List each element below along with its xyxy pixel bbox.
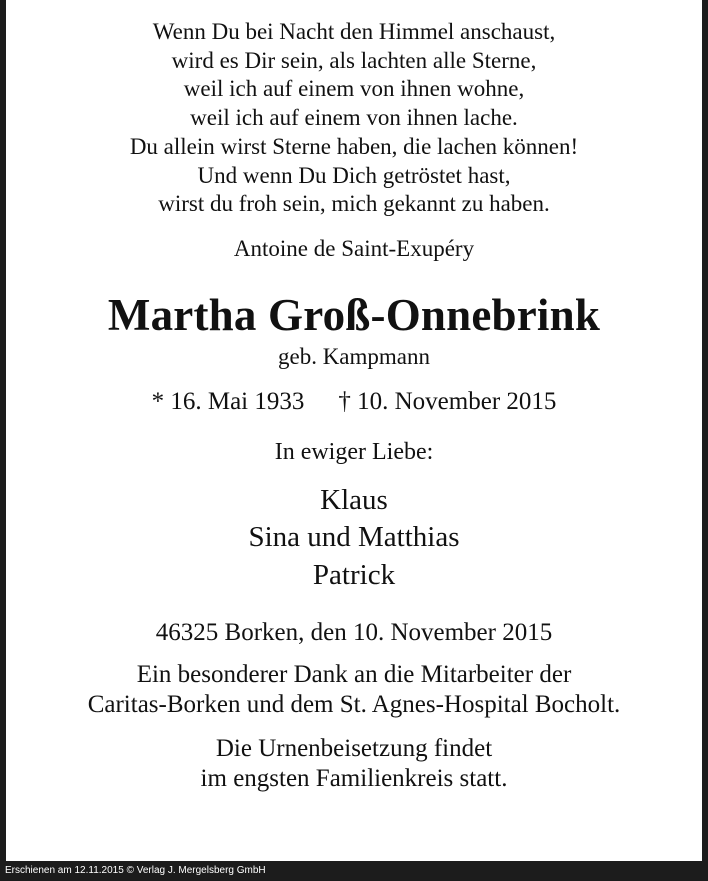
poem-line: Und wenn Du Dich getröstet hast, [197, 162, 511, 188]
funeral-line: im engsten Familienkreis statt. [200, 765, 508, 793]
poem-line: wird es Dir sein, als lachten alle Sterne, [171, 47, 537, 73]
mourners-label: In ewiger Liebe: [274, 438, 434, 465]
poem-line: Du allein wirst Sterne haben, die lachen können! [129, 133, 579, 159]
publication-footer: Erschienen am 12.11.2015 © Verlag J. Mergelsberg GmbH [0, 861, 708, 881]
birth-name: geb. Kampmann [277, 343, 430, 369]
funeral-line: Die Urnenbeisetzung findet [215, 735, 493, 763]
mourner-name: Sina und Matthias [248, 521, 460, 554]
poem-line: Wenn Du bei Nacht den Himmel anschaust, [152, 19, 556, 44]
poem-author: Antoine de Saint-Exupéry [233, 235, 475, 261]
poem [6, 0, 702, 219]
obituary-card [6, 0, 702, 861]
thanks-line: Caritas-Borken und dem St. Agnes-Hospital Bocholt. [87, 691, 621, 719]
deceased-name: Martha Groß-Onnebrink [107, 289, 601, 340]
death-date: † 10. November 2015 [338, 387, 557, 415]
poem-line: weil ich auf einem von ihnen wohne, [183, 76, 525, 102]
thanks-line: Ein besonderer Dank an die Mitarbeiter der [136, 661, 572, 689]
poem-line: wirst du froh sein, mich gekannt zu haben. [158, 191, 550, 217]
thanks-note [6, 660, 702, 720]
mourner-name: Patrick [312, 558, 396, 591]
birth-date: * 16. Mai 1933 [151, 387, 305, 415]
funeral-note [6, 734, 702, 794]
life-dates [6, 387, 702, 417]
place-date: 46325 Borken, den 10. November 2015 [155, 619, 553, 647]
mourner-name: Klaus [320, 483, 388, 516]
poem-line: weil ich auf einem von ihnen lache. [190, 105, 518, 131]
mourners-list [6, 482, 702, 595]
